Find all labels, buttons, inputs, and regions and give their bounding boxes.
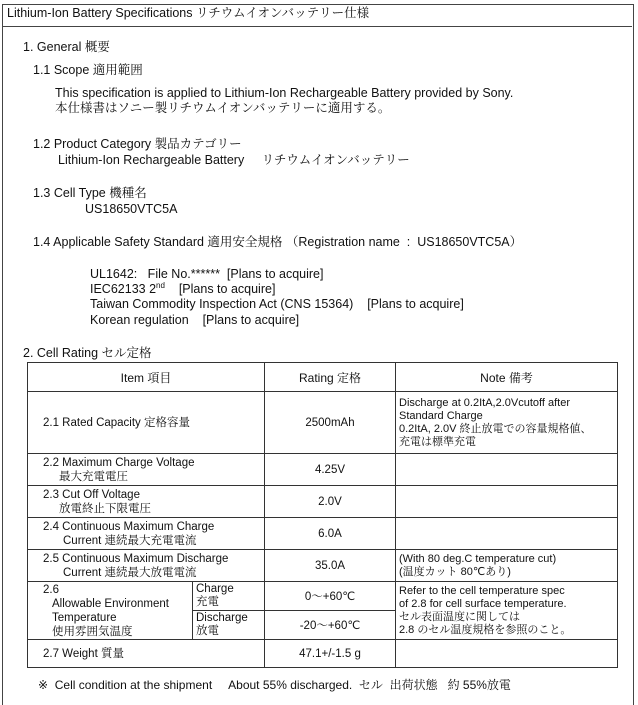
iec-label: IEC62133 2 <box>90 282 157 296</box>
value-weight: 47.1+/-1.5 g <box>265 640 396 668</box>
value-cutoff-voltage: 2.0V <box>265 486 396 518</box>
category-heading: 1.2 Product Category 製品カテゴリー <box>33 137 242 151</box>
value-max-charge-voltage: 4.25V <box>265 454 396 486</box>
note-line: (With 80 deg.C temperature cut) <box>399 552 557 565</box>
scope-text-en: This specification is applied to Lithium-Ion Rechargeable Battery provided by Sony. <box>55 86 514 100</box>
item-discharge-current <box>28 550 265 582</box>
item-cutoff-voltage <box>28 486 265 518</box>
item-weight: 2.7 Weight 質量 <box>28 640 265 668</box>
item-charge-current <box>28 518 265 550</box>
scope-text-ja: 本仕様書はソニー製リチウムイオンバッテリーに適用する。 <box>55 101 391 115</box>
item-line: 2.4 Continuous Maximum Charge <box>43 520 215 533</box>
label-line: Charge <box>196 583 234 595</box>
note-line: Discharge at 0.2ItA,2.0Vcutoff after <box>399 396 571 409</box>
item-line: Temperature <box>52 611 117 624</box>
item-max-charge-voltage <box>28 454 265 486</box>
table-row-discharge-current <box>28 550 618 582</box>
item-line: 2.2 Maximum Charge Voltage <box>43 456 195 469</box>
label-charge <box>193 582 265 611</box>
column-header-note: Note 備考 <box>396 363 618 392</box>
value-rated-capacity: 2500mAh <box>265 392 396 454</box>
table-row-cutoff-voltage <box>28 486 618 518</box>
note-rated-capacity <box>396 392 618 454</box>
iec-status: [Plans to acquire] <box>164 282 276 296</box>
item-line: 2.3 Cut Off Voltage <box>43 488 140 501</box>
item-line: 放電終止下限電圧 <box>59 502 151 515</box>
standard-iec62133 <box>90 282 275 297</box>
note-charge-current <box>396 518 618 550</box>
standard-taiwan: Taiwan Commodity Inspection Act (CNS 15364) [Plans to acquire] <box>90 297 464 311</box>
note-line: Standard Charge <box>399 409 483 422</box>
note-line: of 2.8 for cell surface temperature. <box>399 597 567 610</box>
note-weight <box>396 640 618 668</box>
item-line: 最大充電電圧 <box>59 470 128 483</box>
value-discharge-current: 35.0A <box>265 550 396 582</box>
note-line: セル表面温度に関しては <box>399 610 520 623</box>
note-line: 充電は標準充電 <box>399 435 476 448</box>
column-header-rating: Rating 定格 <box>265 363 396 392</box>
item-environment-temperature <box>28 582 193 640</box>
item-line: 使用雰囲気温度 <box>52 625 133 638</box>
table-row-environment-charge <box>28 582 618 611</box>
scope-heading: 1.1 Scope 適用範囲 <box>33 63 143 77</box>
document-title: Lithium-Ion Battery Specifications リチウムイオンバッテリー仕様 <box>7 6 370 20</box>
label-discharge <box>193 611 265 640</box>
table-row-max-charge-voltage <box>28 454 618 486</box>
note-line: Refer to the cell temperature spec <box>399 584 565 597</box>
label-line: Discharge <box>196 612 248 624</box>
note-line: 2.8 のセル温度規格を参照のこと。 <box>399 623 572 636</box>
item-line: Current 連続最大放電電流 <box>63 566 197 579</box>
item-line: 2.5 Continuous Maximum Discharge <box>43 552 229 565</box>
item-line: Allowable Environment <box>52 597 169 610</box>
celltype-value: US18650VTC5A <box>85 202 178 216</box>
label-line: 充電 <box>196 596 219 608</box>
table-row-charge-current <box>28 518 618 550</box>
label-line: 放電 <box>196 625 219 637</box>
standard-korea: Korean regulation [Plans to acquire] <box>90 313 300 327</box>
note-cutoff-voltage <box>396 486 618 518</box>
iec-superscript: nd <box>156 280 165 290</box>
table-row-weight <box>28 640 618 668</box>
celltype-heading: 1.3 Cell Type 機種名 <box>33 186 147 200</box>
standard-ul1642: UL1642: File No.****** [Plans to acquire] <box>90 267 324 281</box>
value-charge-current: 6.0A <box>265 518 396 550</box>
table-row-rated-capacity <box>28 392 618 454</box>
note-line: (温度カット 80℃あり) <box>399 565 511 578</box>
cell-rating-table <box>27 362 618 668</box>
shipment-footnote: ※ Cell condition at the shipment About 55% discharged. セル 出荷状態 約 55%放電 <box>38 678 511 692</box>
note-line: 0.2ItA, 2.0V 終止放電での容量規格値、 <box>399 422 592 435</box>
item-line: 2.6 <box>43 583 59 596</box>
value-discharge-temperature: -20～+60℃ <box>265 611 396 640</box>
column-header-item: Item 項目 <box>28 363 265 392</box>
item-rated-capacity: 2.1 Rated Capacity 定格容量 <box>28 392 265 454</box>
item-line: Current 連続最大充電電流 <box>63 534 197 547</box>
section-general-heading: 1. General 概要 <box>23 40 110 54</box>
table-header-row <box>28 363 618 392</box>
value-charge-temperature: 0～+60℃ <box>265 582 396 611</box>
category-value: Lithium-Ion Rechargeable Battery リチウムイオンバッテリー <box>58 153 410 167</box>
note-max-charge-voltage <box>396 454 618 486</box>
section-cell-rating-heading: 2. Cell Rating セル定格 <box>23 346 152 360</box>
note-environment-temperature <box>396 582 618 640</box>
note-discharge-current <box>396 550 618 582</box>
safety-standard-heading: 1.4 Applicable Safety Standard 適用安全規格 （Registration name : US18650VTC5A） <box>33 235 523 249</box>
